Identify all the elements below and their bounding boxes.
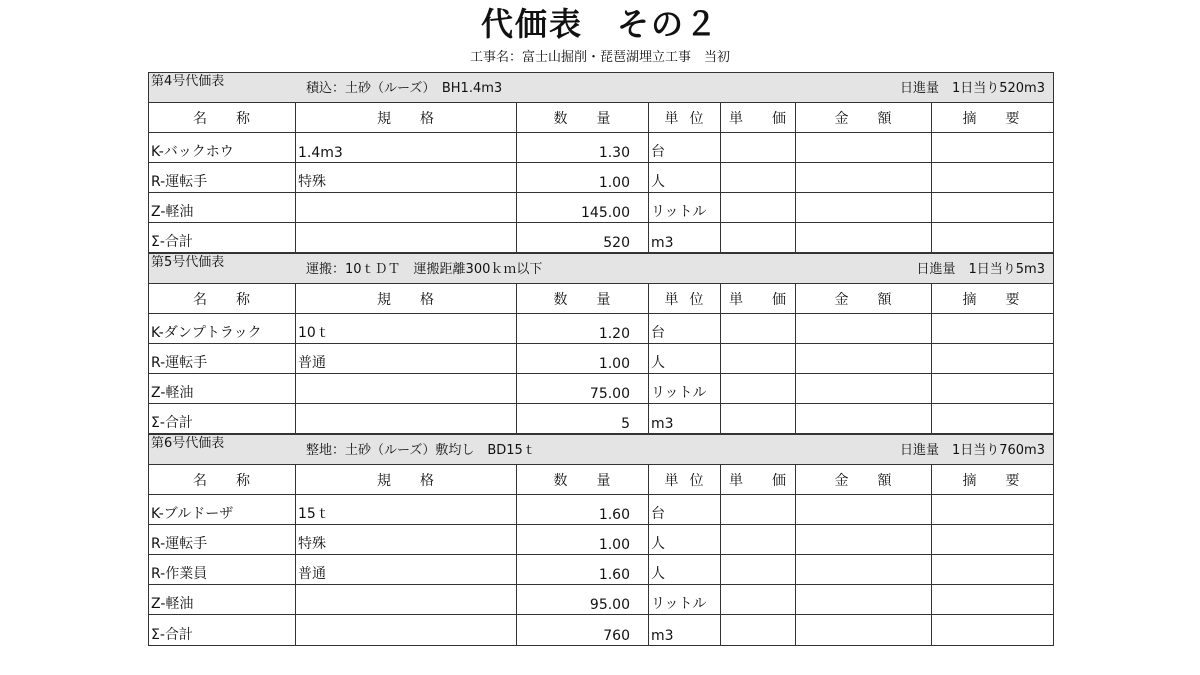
column-header-amount: 金 額	[796, 284, 932, 313]
cell-amount	[796, 314, 932, 343]
table-header	[149, 434, 1053, 465]
cell-note	[932, 223, 1051, 252]
daily-rate: 日進量 1日当り760m3	[899, 443, 1045, 458]
table-row	[149, 615, 1053, 645]
cell-qty: 75.00	[517, 374, 649, 403]
cell-note	[932, 374, 1051, 403]
cell-unit: 台	[649, 133, 721, 162]
cell-qty: 1.00	[517, 525, 649, 554]
cell-note	[932, 525, 1051, 554]
cell-note	[932, 615, 1051, 645]
cell-unit-price	[721, 163, 796, 192]
cell-note	[932, 585, 1051, 614]
cell-unit-price	[721, 585, 796, 614]
table-name: 第5号代価表	[151, 255, 225, 270]
cell-note	[932, 344, 1051, 373]
column-header-name: 名 称	[149, 103, 296, 132]
column-header-unit: 単 位	[649, 103, 721, 132]
cell-unit-price	[721, 374, 796, 403]
cell-name: R-運転手	[149, 344, 296, 373]
cell-spec: 10ｔ	[296, 314, 517, 343]
column-header-spec: 規 格	[296, 465, 517, 494]
cell-spec: 1.4m3	[296, 133, 517, 162]
column-header-amount: 金 額	[796, 465, 932, 494]
cell-name: R-運転手	[149, 163, 296, 192]
cell-qty: 95.00	[517, 585, 649, 614]
column-header-note: 摘 要	[962, 110, 1021, 127]
cell-name: R-作業員	[149, 555, 296, 584]
table-description: 運搬：10ｔＤＴ 運搬距離300ｋｍ以下	[306, 262, 543, 277]
cell-unit: m3	[649, 223, 721, 252]
column-header-spec: 規 格	[296, 103, 517, 132]
table-description: 積込：土砂（ルーズ） BH1.4m3	[306, 81, 503, 96]
cell-unit-price	[721, 615, 796, 645]
cell-spec: 普通	[296, 344, 517, 373]
cell-qty: 5	[517, 404, 649, 433]
cell-unit: 台	[649, 495, 721, 524]
daily-rate: 日進量 1日当り5m3	[916, 262, 1045, 277]
cell-unit: リットル	[649, 374, 721, 403]
cell-qty: 145.00	[517, 193, 649, 222]
cell-amount	[796, 163, 932, 192]
document-title: 代価表 その２	[480, 5, 719, 43]
cell-spec: 特殊	[296, 163, 517, 192]
cell-amount	[796, 374, 932, 403]
cell-name: Z-軽油	[149, 193, 296, 222]
column-header-unit: 単 位	[649, 284, 721, 313]
cell-spec	[296, 615, 517, 645]
cell-amount	[796, 404, 932, 433]
cell-unit-price	[721, 223, 796, 252]
cell-note	[932, 193, 1051, 222]
project-subtitle: 工事名：富士山掘削・琵琶湖埋立工事 当初	[469, 50, 730, 65]
cell-unit-price	[721, 133, 796, 162]
cell-note	[932, 555, 1051, 584]
cell-amount	[796, 495, 932, 524]
cell-unit: 台	[649, 314, 721, 343]
table-row	[149, 525, 1053, 555]
cell-unit: m3	[649, 404, 721, 433]
cell-amount	[796, 615, 932, 645]
cell-unit-price	[721, 193, 796, 222]
column-header-price: 単 価	[721, 465, 796, 494]
cell-unit: 人	[649, 163, 721, 192]
cell-amount	[796, 193, 932, 222]
table-name: 第6号代価表	[151, 436, 225, 451]
cell-unit: リットル	[649, 193, 721, 222]
column-header-qty: 数 量	[517, 103, 649, 132]
cell-unit-price	[721, 495, 796, 524]
cell-amount	[796, 223, 932, 252]
cell-spec	[296, 223, 517, 252]
cell-name: K-バックホウ	[149, 133, 296, 162]
table-row	[149, 223, 1053, 253]
table-name: 第4号代価表	[151, 74, 225, 89]
column-header-qty: 数 量	[517, 465, 649, 494]
table-row	[149, 495, 1053, 525]
cell-name: K-ブルドーザ	[149, 495, 296, 524]
cell-amount	[796, 344, 932, 373]
cell-name: K-ダンプトラック	[149, 314, 296, 343]
column-header-row	[149, 465, 1053, 495]
cell-spec	[296, 193, 517, 222]
table-header	[149, 72, 1053, 103]
column-header-unit: 単 位	[649, 465, 721, 494]
cell-unit: リットル	[649, 585, 721, 614]
column-header-row	[149, 103, 1053, 133]
cell-name: Σ-合計	[149, 223, 296, 252]
cell-qty: 760	[517, 615, 649, 645]
cell-amount	[796, 555, 932, 584]
table-row	[149, 314, 1053, 344]
cell-qty: 1.00	[517, 163, 649, 192]
cell-qty: 1.60	[517, 495, 649, 524]
cell-spec: 特殊	[296, 525, 517, 554]
column-header-row	[149, 284, 1053, 314]
cell-qty: 1.60	[517, 555, 649, 584]
cell-qty: 520	[517, 223, 649, 252]
column-header-name: 名 称	[149, 465, 296, 494]
cell-spec	[296, 585, 517, 614]
table-row	[149, 163, 1053, 193]
cell-spec: 15ｔ	[296, 495, 517, 524]
cell-name: R-運転手	[149, 525, 296, 554]
cell-spec	[296, 374, 517, 403]
cell-unit-price	[721, 404, 796, 433]
cell-unit: 人	[649, 344, 721, 373]
cell-spec	[296, 404, 517, 433]
column-header-note: 摘 要	[962, 472, 1021, 489]
table-row	[149, 555, 1053, 585]
table-header	[149, 253, 1053, 284]
column-header-qty: 数 量	[517, 284, 649, 313]
column-header-price: 単 価	[721, 103, 796, 132]
cell-unit-price	[721, 344, 796, 373]
cell-name: Z-軽油	[149, 585, 296, 614]
cell-name: Z-軽油	[149, 374, 296, 403]
column-header-price: 単 価	[721, 284, 796, 313]
table-row	[149, 585, 1053, 615]
cell-qty: 1.00	[517, 344, 649, 373]
column-header-note: 摘 要	[962, 291, 1021, 308]
cell-note	[932, 404, 1051, 433]
cell-note	[932, 314, 1051, 343]
daily-rate: 日進量 1日当り520m3	[899, 81, 1045, 96]
cell-name: Σ-合計	[149, 615, 296, 645]
cell-unit-price	[721, 555, 796, 584]
column-header-name: 名 称	[149, 284, 296, 313]
cell-unit: 人	[649, 525, 721, 554]
cell-unit: 人	[649, 555, 721, 584]
table-row	[149, 374, 1053, 404]
cell-qty: 1.30	[517, 133, 649, 162]
cell-spec: 普通	[296, 555, 517, 584]
column-header-spec: 規 格	[296, 284, 517, 313]
table-row	[149, 404, 1053, 434]
cell-amount	[796, 133, 932, 162]
cell-amount	[796, 525, 932, 554]
cell-note	[932, 133, 1051, 162]
table-row	[149, 133, 1053, 163]
price-tables	[148, 72, 1054, 646]
column-header-amount: 金 額	[796, 103, 932, 132]
table-row	[149, 193, 1053, 223]
cell-amount	[796, 585, 932, 614]
cell-unit-price	[721, 525, 796, 554]
cell-note	[932, 495, 1051, 524]
cell-unit: m3	[649, 615, 721, 645]
table-row	[149, 344, 1053, 374]
cell-note	[932, 163, 1051, 192]
cell-unit-price	[721, 314, 796, 343]
cell-qty: 1.20	[517, 314, 649, 343]
table-description: 整地：土砂（ルーズ）敷均し BD15ｔ	[306, 443, 536, 458]
cell-name: Σ-合計	[149, 404, 296, 433]
